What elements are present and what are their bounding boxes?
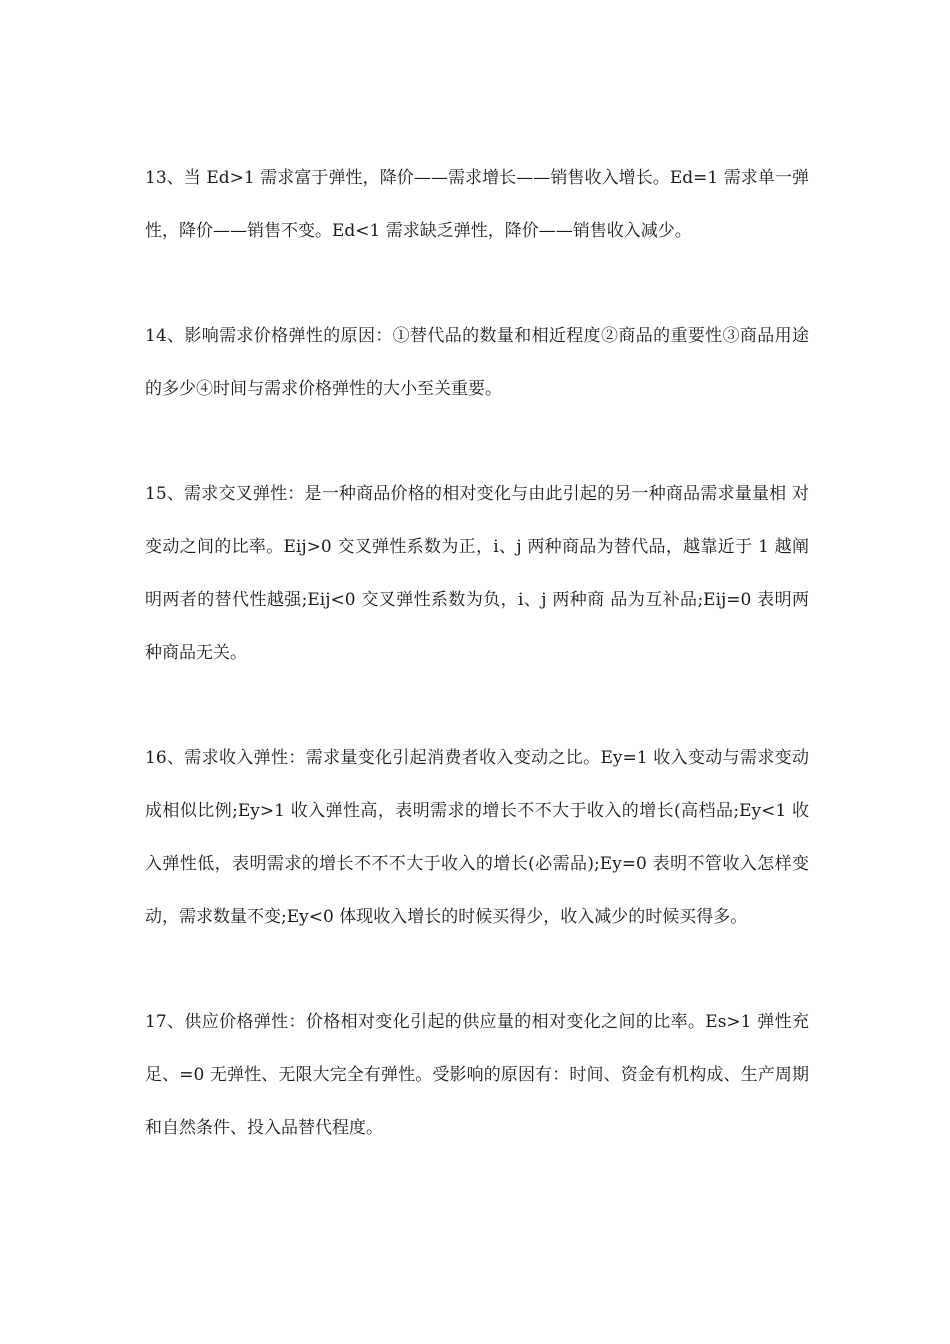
paragraph-17: 17、供应价格弹性：价格相对变化引起的供应量的相对变化之间的比率。Es>1 弹性充足、=0 无弹性、无限大完全有弹性。受影响的原因有：时间、资金有机构成、生产周期和自然条件、投入品替代程度。 (145, 1012, 809, 1138)
paragraph-15: 15、需求交叉弹性：是一种商品价格的相对变化与由此引起的另一种商品需求量量相 对变动之间的比率。Eij>0 交叉弹性系数为正，i、j 两种商品为替代品，越靠近于 1 越阐明两者的替代性越强;Eij<0 交叉弹性系数为负，i、j 两种商 品为互补品;Eij=0 表明两种商品无关。 (145, 484, 809, 663)
document-body (145, 152, 809, 1207)
paragraph-14: 14、影响需求价格弹性的原因：①替代品的数量和相近程度②商品的重要性③商品用途的多少④时间与需求价格弹性的大小至关重要。 (145, 326, 809, 399)
paragraph-16: 16、需求收入弹性：需求量变化引起消费者收入变动之比。Ey=1 收入变动与需求变动成相似比例;Ey>1 收入弹性高，表明需求的增长不不大于收入的增长(高档品;Ey<1 收入弹性低，表明需求的增长不不不大于收入的增长(必需品);Ey=0 表明不管收入怎样变动，需求数量不变;Ey<0 体现收入增长的时候买得少，收入减少的时候买得多。 (145, 748, 809, 927)
paragraph-13: 13、当 Ed>1 需求富于弹性，降价——需求增长——销售收入增长。Ed=1 需求单一弹性，降价——销售不变。Ed<1 需求缺乏弹性，降价——销售收入减少。 (145, 168, 809, 241)
